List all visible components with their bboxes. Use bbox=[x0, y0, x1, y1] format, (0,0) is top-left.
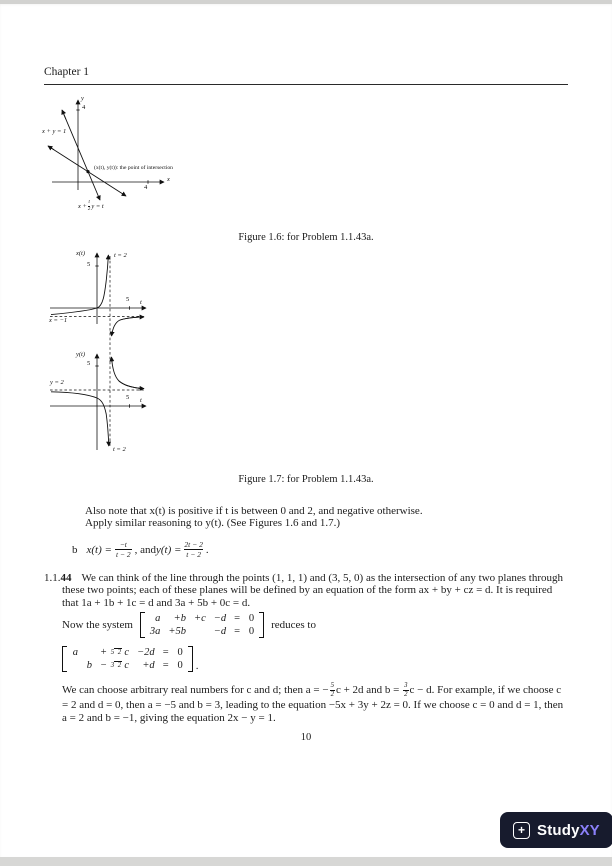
note-line-1: Also note that x(t) is positive if t is between 0 and 2, and negative otherwise. bbox=[85, 505, 423, 517]
system-line bbox=[62, 612, 316, 638]
reduced-system-line bbox=[62, 646, 198, 672]
fig17-top-axis-label: x(t) bbox=[76, 250, 86, 257]
fig16-y-axis-label: y bbox=[81, 95, 84, 102]
fig16-line1-arrow bbox=[62, 110, 66, 120]
m2-r1c4: −2d bbox=[137, 647, 155, 658]
part-b-answer bbox=[72, 540, 209, 559]
fig17-top-hline-label: x = −1 bbox=[49, 317, 68, 324]
part-b-fraction-x bbox=[115, 540, 132, 559]
m2-r1-sign: + bbox=[100, 647, 108, 658]
m1-r2c2: +5b bbox=[168, 626, 186, 637]
chapter-header: Chapter 1 bbox=[44, 66, 90, 78]
conclusion-fraction-1 bbox=[330, 682, 335, 699]
m1-r1c4: −d bbox=[213, 613, 227, 624]
fig17-top-right-branch bbox=[112, 317, 144, 336]
fig17-top-vline-label: t = 2 bbox=[114, 252, 127, 259]
conclusion-text-c: c − d. For example, if we choose c = 2 and d = 0, then a = −5 and b = 3, leading to the equation −5x + 3y + 2z = 0. If we choose c = 0 and d = 1, then a = 2 and b = −1, giving the equation 2x − y = 1. bbox=[62, 684, 564, 724]
fig17-bottom-left-branch bbox=[51, 392, 109, 446]
fig17-top-x-tick-label: 5 bbox=[126, 296, 130, 303]
fig16-line2-frac-num: t bbox=[88, 200, 90, 205]
fig16-caption: Figure 1.6: for Problem 1.1.43a. bbox=[238, 232, 374, 243]
m2-r2-frac-den: 2 bbox=[114, 661, 122, 670]
fig16-intersection-label: (x(t), y(t)): the point of intersection bbox=[94, 165, 173, 171]
fig17-caption: Figure 1.7: for Problem 1.1.43a. bbox=[238, 474, 374, 485]
m2-r2-sign: − bbox=[100, 660, 108, 671]
part-b-frac-y-den: t − 2 bbox=[186, 550, 201, 559]
m2-r2-fraction-term bbox=[100, 660, 129, 671]
fig16-line1 bbox=[62, 110, 100, 200]
problem-44-text: We can think of the line through the points (1, 1, 1) and (3, 5, 0) as the intersection of any two planes through these two points; each of these planes will be defined by an equation of the form ax + by + cz = d. It is required that 1a + 1b + 1c = d and 3a + 5b + 0c = d. bbox=[62, 572, 563, 609]
fig17-bottom-y-tick-label: 5 bbox=[87, 360, 91, 367]
conclusion-frac1-den: 2 bbox=[330, 691, 334, 699]
fig16-line2-label-pre: x + bbox=[78, 202, 87, 210]
part-b-and: , and bbox=[134, 543, 156, 556]
scan-edge-bottom bbox=[0, 857, 612, 866]
system-intro: Now the system bbox=[62, 619, 133, 631]
m2-r1-eq: = bbox=[162, 647, 169, 658]
m2-r1-fraction bbox=[108, 648, 122, 657]
fig17-top-right-branch-arrow bbox=[120, 317, 144, 320]
fig17-top-x-axis-label: t bbox=[140, 299, 142, 306]
matrix-2-left-bracket bbox=[62, 646, 67, 672]
part-b-frac-y-num: 2t − 2 bbox=[184, 540, 203, 549]
conclusion-frac2-num: 3 bbox=[404, 682, 408, 689]
fig17-bottom-x-axis-label: t bbox=[140, 397, 142, 404]
conclusion-paragraph bbox=[62, 682, 568, 724]
m2-r2-fraction bbox=[108, 661, 122, 670]
brand-study: Study bbox=[537, 821, 580, 839]
fig16-intersection-dot bbox=[86, 170, 89, 173]
m2-r1-fraction-term bbox=[100, 647, 129, 658]
part-b-x-eq: x(t) = bbox=[86, 543, 112, 556]
fig16-plot bbox=[40, 96, 235, 228]
figure-1-7 bbox=[40, 250, 200, 468]
part-b-fraction-y bbox=[184, 540, 202, 559]
m2-r1-frac-num: 5 bbox=[110, 649, 115, 657]
part-b-frac-x-den: t − 2 bbox=[115, 550, 131, 559]
m2-r1c1: a bbox=[72, 647, 78, 658]
m1-r1-rhs: 0 bbox=[248, 613, 255, 624]
part-b-marker: b bbox=[72, 543, 78, 556]
m2-r2-rhs: 0 bbox=[177, 660, 183, 671]
scan-edge-top bbox=[0, 0, 612, 4]
matrix-2 bbox=[62, 646, 193, 672]
problem-44-number bbox=[44, 572, 72, 584]
part-b-y-eq: y(t) = bbox=[155, 543, 182, 556]
header-rule bbox=[44, 84, 568, 85]
matrix-2-right-bracket bbox=[188, 646, 193, 672]
fig16-line2-frac-den: 2 bbox=[87, 206, 91, 212]
fig16-line2-arrow bbox=[48, 146, 54, 150]
fig16-x-tick-label: 4 bbox=[144, 184, 148, 191]
matrix-1-grid bbox=[148, 612, 256, 638]
reduced-system-period: . bbox=[195, 660, 199, 672]
m1-r2c1: 3a bbox=[149, 626, 161, 637]
matrix-1 bbox=[140, 612, 264, 638]
matrix-1-right-bracket bbox=[259, 612, 264, 638]
fig17-bottom-vline-label: t = 2 bbox=[113, 446, 126, 453]
matrix-1-left-bracket bbox=[140, 612, 145, 638]
fig17-bottom-x-tick-label: 5 bbox=[126, 394, 130, 401]
fig17-bottom-right-branch bbox=[112, 357, 145, 389]
fig17-bottom-hline-label: y = 2 bbox=[50, 379, 64, 386]
fig16-y-tick-label: 4 bbox=[82, 104, 86, 111]
plus-icon: + bbox=[513, 822, 530, 839]
fig16-x-axis-label: x bbox=[167, 176, 170, 183]
conclusion-text-b: c + 2d and b = bbox=[335, 684, 403, 697]
fig17-top-left-branch bbox=[51, 255, 108, 315]
brand-xy: XY bbox=[579, 821, 600, 839]
conclusion-frac2-den: 2 bbox=[404, 691, 408, 699]
m1-r1c2: +b bbox=[173, 613, 186, 624]
part-b-period: . bbox=[205, 543, 209, 556]
system-outro: reduces to bbox=[271, 619, 316, 631]
matrix-2-grid bbox=[70, 646, 185, 672]
note-line-2: Apply similar reasoning to y(t). (See Figures 1.6 and 1.7.) bbox=[85, 517, 341, 529]
m2-r1-rhs: 0 bbox=[177, 647, 183, 658]
m2-r2-var: c bbox=[124, 660, 130, 671]
m2-r1-frac-den: 2 bbox=[114, 648, 122, 657]
fig17-bottom-right-branch-arrow bbox=[119, 381, 144, 389]
m1-r1c3: +c bbox=[193, 613, 206, 624]
m1-r2-rhs: 0 bbox=[248, 626, 255, 637]
fig16-line1-label: x + y = 1 bbox=[42, 128, 67, 135]
conclusion-text-a: We can choose arbitrary real numbers for c and d; then a = − bbox=[62, 684, 329, 697]
part-b-frac-x-num: −t bbox=[119, 540, 127, 549]
conclusion-frac1-num: 5 bbox=[330, 682, 334, 689]
conclusion-fraction-2 bbox=[403, 682, 408, 699]
m2-r2-frac-num: 3 bbox=[110, 662, 115, 670]
m1-r1c1: a bbox=[155, 613, 161, 624]
m2-r2-eq: = bbox=[162, 660, 169, 671]
problem-44-paragraph bbox=[44, 572, 568, 609]
m2-r1-var: c bbox=[124, 647, 130, 658]
fig16-line2-label-post: y = t bbox=[91, 202, 104, 210]
figure-1-6 bbox=[40, 96, 235, 228]
fig17-bottom-axis-label: y(t) bbox=[76, 351, 86, 358]
studyxy-logo-text bbox=[537, 822, 600, 839]
fig16-line2-fraction bbox=[88, 200, 90, 213]
fig16-line2-label bbox=[78, 200, 104, 213]
m1-r2-eq: = bbox=[234, 626, 241, 637]
problem-44-number-prefix: 1.1. bbox=[44, 572, 61, 584]
m1-r2c4: −d bbox=[213, 626, 227, 637]
studyxy-badge[interactable] bbox=[500, 812, 612, 848]
fig17-plot bbox=[40, 250, 200, 468]
m1-r1-eq: = bbox=[234, 613, 241, 624]
problem-44-number-bold: 44 bbox=[60, 572, 72, 584]
page-number: 10 bbox=[300, 732, 312, 743]
m2-r2c2: b bbox=[86, 660, 92, 671]
m2-r2c4: +d bbox=[142, 660, 155, 671]
fig17-top-y-tick-label: 5 bbox=[87, 261, 91, 268]
